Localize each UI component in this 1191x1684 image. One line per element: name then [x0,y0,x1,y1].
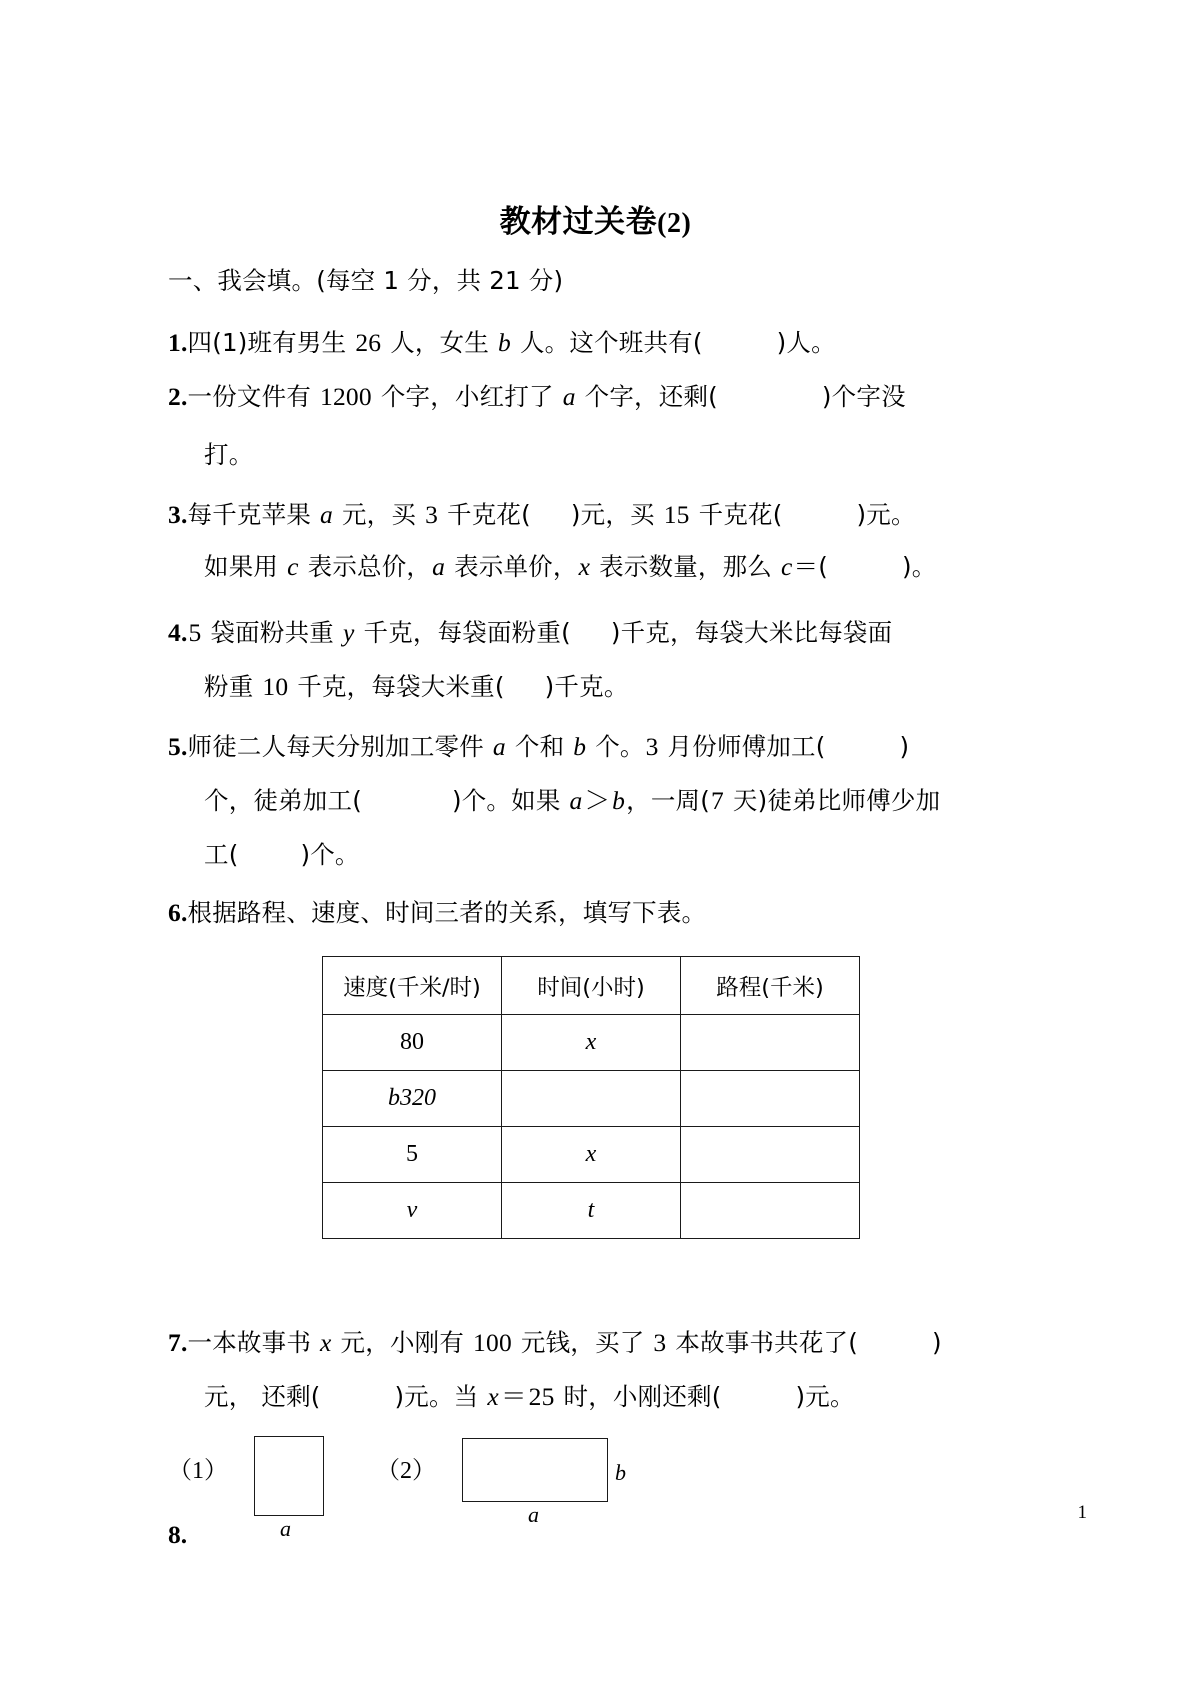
table-header-distance: 路程(千米) [681,957,860,1015]
question-2-number: 2. [168,382,188,411]
question-8-number: 8. [168,1520,188,1549]
q7-text-c: 元钱，买了 [512,1328,653,1357]
q1-text-b: 人，女生 [382,328,498,357]
question-7 [168,1328,942,1358]
q4-l2-text-a: 粉重 [204,672,262,701]
q7-value-3: 3 [653,1328,667,1357]
q5-l2-var-a: a [569,786,583,815]
q5-text-a: 师徒二人每天分别加工零件 [187,732,492,761]
table-cell-speed-1[interactable]: 80 [323,1015,502,1071]
table-header-time: 时间(小时) [502,957,681,1015]
q5-value-7: 7 [710,786,724,815]
table-cell-speed-2[interactable]: b320 [323,1071,502,1127]
q7-l2-text-c: 时，小刚还剩( [555,1382,722,1411]
q5-l3-text-b: )个。 [300,840,360,869]
q3-l2-var-a: a [432,552,446,581]
q5-text-c: 个。 [587,732,645,761]
q3-var-x: x [578,552,591,581]
table-cell-distance-4[interactable] [681,1183,860,1239]
speed-time-distance-table [322,956,860,1239]
q5-l2-text-d: 天)徒弟比师傅少加 [724,786,941,815]
q3-l2-text-e: ＝( [793,552,828,581]
q4-value-10: 10 [262,672,289,701]
table-cell-distance-2[interactable] [681,1071,860,1127]
q7-text-a: 一本故事书 [187,1328,320,1357]
q5-gt-sign: ＞ [584,786,611,815]
table-header-row [323,957,860,1015]
q7-var-x: x [320,1328,332,1357]
question-6-number: 6. [168,898,188,927]
q7-l2-var-x: x [487,1382,499,1411]
table-cell-time-4[interactable]: t [502,1183,681,1239]
q5-var-b: b [573,732,587,761]
question-4-number: 4. [168,618,188,647]
q7-text-e: ) [932,1328,942,1357]
question-2 [168,382,906,412]
question-2-line2: 打。 [204,440,254,469]
q5-var-a: a [492,732,506,761]
q3-l2-text-b: 表示总价， [299,552,432,581]
q4-value-5: 5 [188,618,202,647]
q1-var-b: b [498,328,511,357]
question-5-number: 5. [168,732,188,761]
q2-text-b: 个字，小红打了 [372,382,562,411]
figure-2-rectangle [462,1438,608,1502]
question-8-figures [168,1428,868,1548]
question-4-line2 [204,672,629,702]
q5-l2-var-b: b [612,786,626,815]
q4-text-c: )千克，每袋大米比每袋面 [610,618,893,647]
table-row [323,1015,860,1071]
q7-eq-sign: ＝ [500,1382,527,1411]
question-7-line2 [204,1382,855,1412]
q3-l2-text-d: 表示数量，那么 [591,552,780,581]
q1-text-d: )人。 [776,328,836,357]
table-row [323,1071,860,1127]
q3-text-a: 每千克苹果 [187,500,320,529]
question-7-number: 7. [168,1328,188,1357]
q7-value-25: 25 [528,1382,555,1411]
figure-2-side-label-b: b [615,1460,626,1485]
q3-text-b: 元，买 [333,500,425,529]
table-cell-time-2[interactable] [502,1071,681,1127]
q5-l2-text-b: )个。如果 [451,786,569,815]
question-6 [168,898,706,928]
q4-l2-text-b: 千克，每袋大米重( [289,672,505,701]
table-cell-speed-4[interactable]: v [323,1183,502,1239]
table-row [323,1183,860,1239]
question-5-line2 [204,786,940,816]
q3-text-f: )元。 [856,500,916,529]
q4-text-b: 千克，每袋面粉重( [355,618,571,647]
q1-value-26: 26 [355,328,382,357]
figure-1-side-label-a: a [280,1516,291,1541]
figure-1-label: （1） [168,1458,228,1484]
page-number: 1 [1077,1502,1087,1523]
q4-var-y: y [342,618,355,647]
q5-l2-text-a: 个，徒弟加工( [204,786,362,815]
table-cell-distance-3[interactable] [681,1127,860,1183]
q3-l2-text-c: 表示单价， [446,552,578,581]
figure-2-bottom-label-a: a [528,1502,539,1527]
q5-l3-text-a: 工( [204,840,239,869]
q6-text: 根据路程、速度、时间三者的关系，填写下表。 [187,898,707,927]
question-4 [168,618,892,648]
question-1 [168,328,836,358]
q3-var-a: a [320,500,333,529]
q2-text-a: 一份文件有 [187,382,320,411]
q3-text-d: )元，买 [570,500,663,529]
q3-value-15: 15 [663,500,690,529]
q7-value-100: 100 [473,1328,512,1357]
q5-text-b: 个和 [506,732,573,761]
q3-value-3: 3 [425,500,439,529]
question-3-number: 3. [168,500,188,529]
q7-l2-text-d: )元。 [795,1382,855,1411]
page-title [0,196,1191,241]
q2-text-c: 个字，还剩( [576,382,718,411]
q5-text-e: ) [899,732,910,761]
question-5-line3 [204,840,360,870]
q3-text-c: 千克花( [439,500,531,529]
q2-text-d: )个字没 [821,382,906,411]
question-1-number: 1. [168,328,188,357]
table-header-speed: 速度(千米/时) [323,957,502,1015]
q1-text-a: 四(1)班有男生 [187,328,355,357]
question-3-line2 [204,552,936,582]
q2-value-1200: 1200 [320,382,372,411]
figure-1-square [254,1436,324,1516]
q7-text-b: 元，小刚有 [332,1328,473,1357]
q3-l2-text-a: 如果用 [204,552,287,581]
table-cell-speed-3[interactable]: 5 [323,1127,502,1183]
question-5 [168,732,909,762]
question-3 [168,500,916,530]
q3-l2-text-f: )。 [901,552,937,581]
q1-text-c: 人。这个班共有( [511,328,703,357]
page-title-main: 教材过关卷 [499,204,658,240]
q5-value-3: 3 [645,732,659,761]
q7-l2-text-b: )元。当 [394,1382,487,1411]
q7-text-d: 本故事书共花了( [667,1328,858,1357]
table-cell-time-1[interactable]: x [502,1015,681,1071]
q5-text-d: 月份师傅加工( [659,732,826,761]
figure-2-label: （2） [376,1458,436,1484]
q4-text-a: 袋面粉共重 [202,618,342,647]
section-heading: 一、我会填。(每空 1 分，共 21 分) [168,266,564,295]
q2-var-a: a [562,382,576,411]
q7-l2-text-a: 元， 还剩( [204,1382,321,1411]
table-cell-time-3[interactable]: x [502,1127,681,1183]
q3-text-e: 千克花( [690,500,783,529]
table-row [323,1127,860,1183]
q3-var-c2: c [780,552,793,581]
table-cell-distance-1[interactable] [681,1015,860,1071]
q5-l2-text-c: ，一周( [626,786,710,815]
q4-l2-text-c: )千克。 [544,672,629,701]
page-title-suffix: (2) [657,208,692,239]
q3-var-c: c [287,552,299,581]
